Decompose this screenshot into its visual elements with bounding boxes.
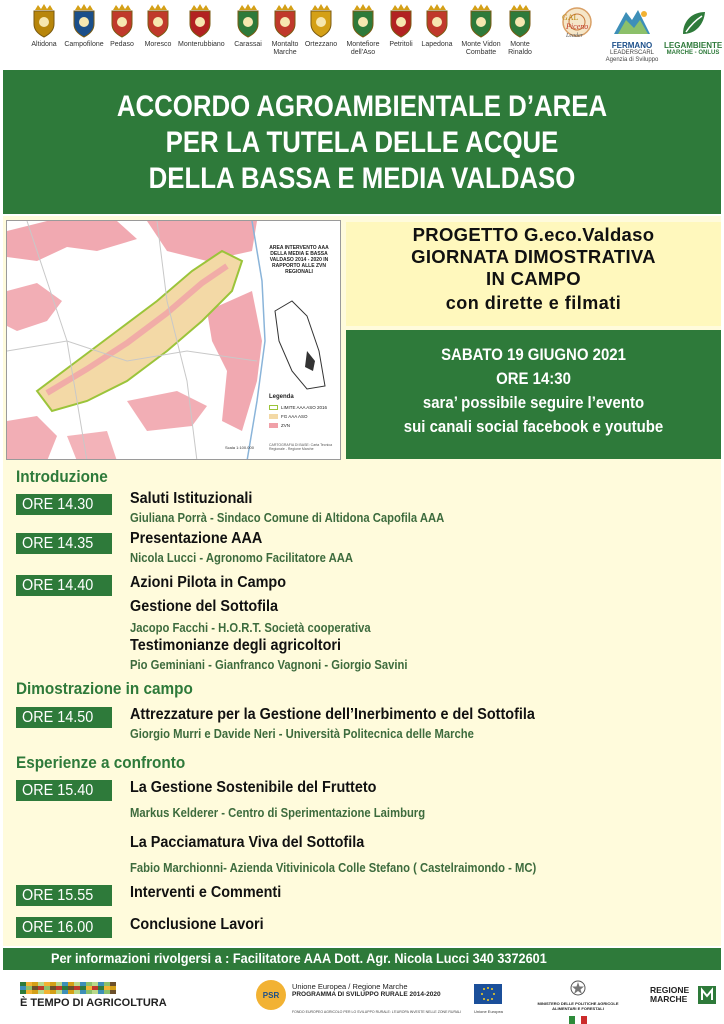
program-item-title: Attrezzature per la Gestione dell’Inerbimento e del Sottofila — [130, 706, 535, 723]
crest-icon — [349, 4, 377, 38]
map-title: AREA INTERVENTO AAA DELLA MEDIA E BASSA VALDASO 2014 - 2020 IN RAPPORTO ALLE ZVN REGIONALI — [269, 245, 329, 275]
tempo-agricoltura-text: È TEMPO DI AGRICOLTURA — [20, 997, 167, 1009]
municipality-crest — [459, 4, 503, 57]
time-badge: ORE 14.35 — [16, 533, 112, 554]
municipality-crest — [299, 4, 343, 49]
program-item-title: Gestione del Sottofila — [130, 598, 279, 615]
municipality-name: Ortezzano — [304, 41, 338, 48]
time-badge: ORE 14.40 — [16, 575, 112, 596]
program-item-speaker: Giorgio Murri e Davide Neri - Università Politecnica delle Marche — [130, 727, 474, 741]
crest-icon — [307, 4, 335, 38]
legambiente-sub: MARCHE - ONLUS — [666, 50, 720, 56]
program-item-title: Interventi e Commenti — [130, 884, 282, 901]
program-item-title: La Pacciamatura Viva del Sottofila — [130, 834, 365, 851]
eu-flag-logo — [474, 984, 503, 1014]
event-info-2: sui canali social facebook e youtube — [403, 417, 664, 436]
tempo-agricoltura-logo — [20, 982, 167, 1009]
fermano-name: FERMANO — [611, 41, 653, 50]
title-line-2: PER LA TUTELA DELLE ACQUE — [165, 126, 559, 159]
program-item-title: La Gestione Sostenibile del Frutteto — [130, 779, 377, 796]
emblem-italia-icon — [570, 980, 586, 996]
gal-piceno-icon — [552, 6, 602, 40]
event-time: ORE 14:30 — [496, 369, 571, 388]
map-legend-title: Legenda — [269, 394, 294, 400]
municipality-name: Altidona — [31, 41, 57, 48]
crest-icon — [108, 4, 136, 38]
project-box — [346, 222, 721, 326]
time-badge: ORE 16.00 — [16, 917, 112, 938]
program-item-title: Testimonianze degli agricoltori — [130, 637, 341, 654]
regione-text-2: MARCHE — [650, 994, 688, 1004]
legambiente-name: LEGAMBIENTE — [664, 41, 723, 50]
municipality-crest — [498, 4, 542, 57]
map-legend-item: LIMITE AAA ASO 2016 — [269, 405, 327, 410]
map-legend-item: FG AAA ASO — [269, 414, 308, 419]
fermano-leader-logo — [604, 6, 660, 64]
crest-icon — [423, 4, 451, 38]
psr-line-1: Unione Europea / Regione Marche — [292, 982, 408, 991]
section-esperienze: Esperienze a confronto — [16, 753, 186, 772]
municipality-crest — [136, 4, 180, 49]
legend-swatch — [269, 414, 278, 419]
event-date-box — [346, 330, 721, 459]
municipality-name: Monte Vidon Combatte — [461, 41, 501, 56]
time-badge: ORE 14.30 — [16, 494, 112, 515]
program-item-speaker: Fabio Marchionni- Azienda Vitivinicola Colle Stefano ( Castelraimondo - MC) — [130, 861, 537, 875]
municipality-name: Moresco — [144, 41, 172, 48]
municipality-name: Lapedona — [421, 41, 453, 48]
eu-flag-icon — [474, 984, 502, 1004]
fermano-sub: LEADERSCARL — [609, 50, 654, 56]
mosaic-tile — [110, 990, 116, 994]
crest-icon — [144, 4, 172, 38]
municipality-name: Pedaso — [110, 41, 134, 48]
eu-label: Unione Europea — [474, 1009, 503, 1014]
program-item-title: Conclusione Lavori — [130, 916, 264, 933]
municipality-name: Petritoli — [389, 41, 413, 48]
municipality-crest — [415, 4, 459, 49]
pixel-mosaic-icon — [20, 982, 167, 994]
program-item-speaker: Jacopo Facchi - H.O.R.T. Società cooperativa — [130, 621, 371, 635]
time-badge: ORE 14.50 — [16, 707, 112, 728]
ministero-text: MINISTERO DELLE POLITICHE AGRICOLE ALIMENTARI E FORESTALI — [537, 1001, 619, 1011]
regione-marche-logo — [650, 986, 718, 1004]
legambiente-logo — [664, 10, 722, 57]
municipality-crest — [178, 4, 225, 49]
psr-line-3: FONDO EUROPEO AGRICOLO PER LO SVILUPPO RURALE: L'EUROPA INVESTE NELLE ZONE RURALI — [292, 1010, 462, 1014]
event-info-1: sara’ possibile seguire l’evento — [422, 393, 645, 412]
program-item-speaker: Nicola Lucci - Agronomo Facilitatore AAA — [130, 551, 353, 565]
regione-text-1: REGIONE — [650, 985, 690, 995]
crest-icon — [30, 4, 58, 38]
psr-badge-icon: PSR — [256, 980, 286, 1010]
municipality-name: Montalto Marche — [271, 41, 299, 56]
contact-info-bar: Per informazioni rivolgersi a : Facilitatore AAA Dott. Agr. Nicola Lucci 340 3372601 — [3, 948, 721, 970]
crest-icon — [467, 4, 495, 38]
program-item-title: Azioni Pilota in Campo — [130, 574, 287, 591]
program-item-title: Saluti Istituzionali — [130, 490, 253, 507]
municipality-crest — [22, 4, 66, 49]
municipality-name: Monterubbiano — [178, 41, 225, 48]
section-introduzione: Introduzione — [16, 467, 108, 486]
legend-swatch — [269, 423, 278, 428]
time-badge: ORE 15.40 — [16, 780, 112, 801]
municipality-name: Carassai — [234, 41, 262, 48]
map-legend-item: ZVN — [269, 423, 290, 428]
gal-piceno-logo — [552, 6, 602, 45]
program-item-speaker: Pio Geminiani - Gianfranco Vagnoni - Giorgio Savini — [130, 658, 408, 672]
svg-text:Piceno: Piceno — [566, 22, 589, 31]
area-map — [6, 220, 341, 460]
crest-icon — [506, 4, 534, 38]
title-line-3: DELLA BASSA E MEDIA VALDASO — [148, 162, 576, 195]
legend-swatch — [269, 405, 278, 410]
map-scale: Scala 1:100.000 — [225, 445, 254, 450]
municipality-name: Montefiore dell'Aso — [346, 41, 380, 56]
municipality-name: Monte Rinaldo — [508, 41, 532, 56]
map-credit: CARTOGRAFIA DI BASE: Carta Tecnica Regionale - Regione Marche — [269, 443, 333, 451]
project-name: PROGETTO G.eco.Valdaso — [412, 224, 655, 245]
crest-icon — [387, 4, 415, 38]
project-event-type: GIORNATA DIMOSTRATIVA — [411, 246, 656, 267]
regione-marche-icon — [698, 986, 716, 1004]
fermano-sub2: Agenzia di Sviluppo — [605, 57, 659, 63]
municipality-name: Campofilone — [64, 41, 104, 48]
ministero-logo — [530, 980, 626, 1024]
project-event-type-2: IN CAMPO — [486, 268, 581, 289]
svg-text:Leader: Leader — [566, 33, 583, 39]
psr-line-2: PROGRAMMA DI SVILUPPO RURALE 2014-2020 — [292, 991, 441, 998]
event-date: SABATO 19 GIUGNO 2021 — [441, 345, 626, 364]
title-line-1: ACCORDO AGROAMBIENTALE D’AREA — [116, 90, 608, 123]
title-band — [3, 70, 721, 214]
crest-icon — [271, 4, 299, 38]
crest-icon — [70, 4, 98, 38]
footer-logos — [0, 972, 724, 1024]
legambiente-icon — [678, 10, 708, 36]
svg-text:GAL: GAL — [562, 13, 579, 22]
program-item-speaker: Giuliana Porrà - Sindaco Comune di Altidona Capofila AAA — [130, 511, 445, 525]
project-subtitle: con dirette e filmati — [445, 293, 622, 313]
program-item-title: Presentazione AAA — [130, 530, 263, 547]
italy-flag-icon — [569, 1016, 587, 1024]
logo-bar — [0, 0, 724, 68]
time-badge: ORE 15.55 — [16, 885, 112, 906]
crest-icon — [186, 4, 214, 38]
crest-icon — [234, 4, 262, 38]
fermano-icon — [604, 6, 660, 36]
program-item-speaker: Markus Kelderer - Centro di Sperimentazione Laimburg — [130, 806, 426, 820]
section-dimostrazione: Dimostrazione in campo — [16, 679, 193, 698]
